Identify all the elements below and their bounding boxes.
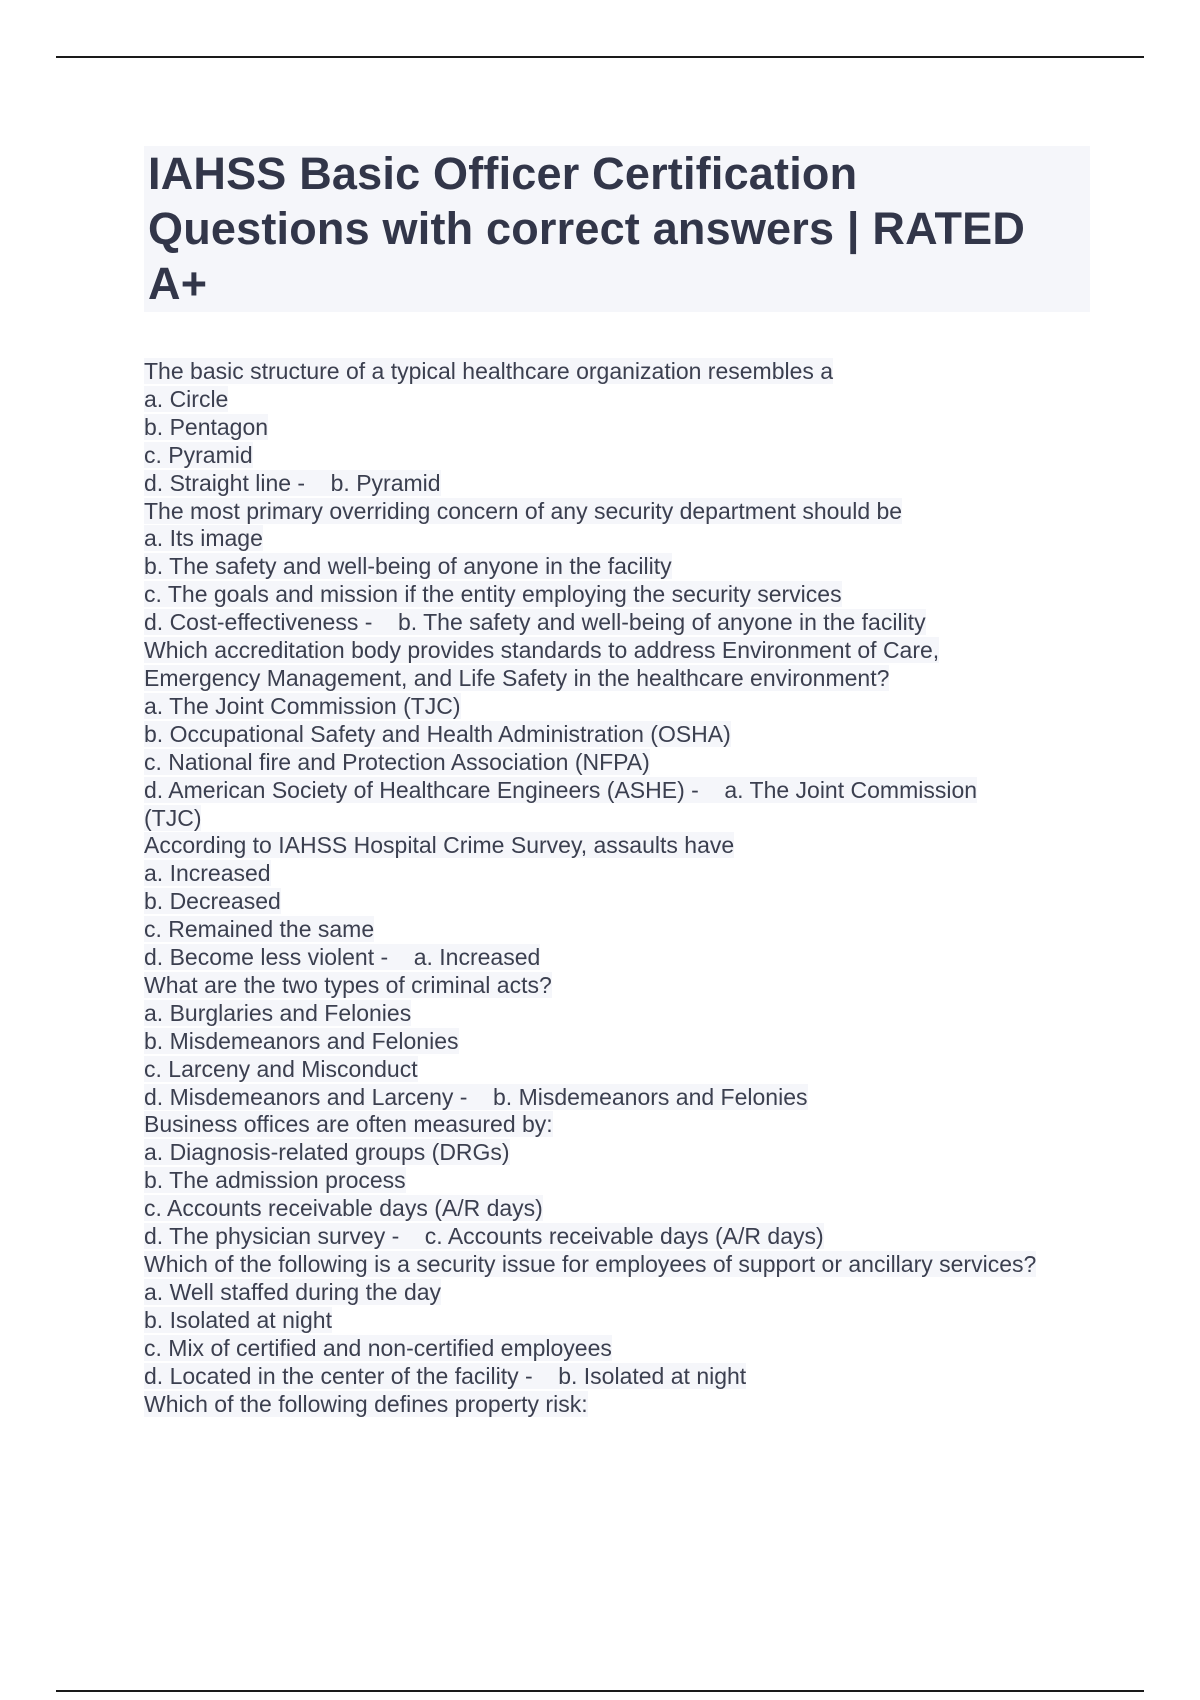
question-prompt: The most primary overriding concern of any security department should be xyxy=(144,497,903,524)
answer-option: a. Well staffed during the day xyxy=(144,1278,442,1305)
questions-list xyxy=(144,358,1094,1418)
question-prompt: Which accreditation body provides standards to address Environment of Care, xyxy=(144,637,940,664)
question-3 xyxy=(144,637,1094,832)
question-8 xyxy=(144,1391,1094,1419)
question-2 xyxy=(144,498,1094,638)
question-6 xyxy=(144,1111,1094,1251)
top-rule xyxy=(56,56,1144,58)
question-prompt: According to IAHSS Hospital Crime Survey, assaults have xyxy=(144,832,735,859)
answer-option: c. Larceny and Misconduct xyxy=(144,1055,418,1082)
question-4 xyxy=(144,832,1094,972)
answer-option: a. The Joint Commission (TJC) xyxy=(144,692,461,719)
answer-option: a. Increased xyxy=(144,860,271,887)
answer-option: a. Circle xyxy=(144,385,229,412)
answer-option: c. National fire and Protection Association (NFPA) xyxy=(144,748,650,775)
answer-option: c. Remained the same xyxy=(144,916,375,943)
answer-option: b. Pentagon xyxy=(144,413,269,440)
answer-option-with-answer: d. The physician survey - c. Accounts receivable days (A/R days) xyxy=(144,1223,824,1250)
answer-continuation: (TJC) xyxy=(144,804,202,831)
answer-option-with-answer: d. Straight line - b. Pyramid xyxy=(144,469,441,496)
answer-option: b. Misdemeanors and Felonies xyxy=(144,1027,459,1054)
answer-option: a. Its image xyxy=(144,525,263,552)
answer-option-with-answer: d. Located in the center of the facility - b. Isolated at night xyxy=(144,1362,747,1389)
question-prompt: Which of the following defines property risk: xyxy=(144,1390,588,1417)
answer-option: a. Diagnosis-related groups (DRGs) xyxy=(144,1139,510,1166)
answer-option: b. Isolated at night xyxy=(144,1306,332,1333)
title-block xyxy=(144,146,1090,312)
answer-option-with-answer: d. Misdemeanors and Larceny - b. Misdemeanors and Felonies xyxy=(144,1083,808,1110)
answer-option: b. Occupational Safety and Health Administration (OSHA) xyxy=(144,720,731,747)
question-prompt: Emergency Management, and Life Safety in the healthcare environment? xyxy=(144,664,890,691)
bottom-rule xyxy=(56,1690,1144,1692)
question-5 xyxy=(144,972,1094,1112)
answer-option-with-answer: d. Cost-effectiveness - b. The safety and well-being of anyone in the facility xyxy=(144,609,926,636)
answer-option: c. Accounts receivable days (A/R days) xyxy=(144,1195,543,1222)
answer-option: b. Decreased xyxy=(144,888,281,915)
answer-option: c. The goals and mission if the entity employing the security services xyxy=(144,581,842,608)
answer-option-with-answer: d. Become less violent - a. Increased xyxy=(144,944,541,971)
question-prompt: Business offices are often measured by: xyxy=(144,1111,553,1138)
question-7 xyxy=(144,1251,1094,1391)
answer-option: c. Pyramid xyxy=(144,441,253,468)
answer-option: b. The safety and well-being of anyone in the facility xyxy=(144,553,672,580)
answer-option: a. Burglaries and Felonies xyxy=(144,999,412,1026)
question-prompt: The basic structure of a typical healthcare organization resembles a xyxy=(144,358,834,384)
answer-option: c. Mix of certified and non-certified employees xyxy=(144,1334,612,1361)
answer-option: b. The admission process xyxy=(144,1167,406,1194)
document-title: IAHSS Basic Officer Certification Questions with correct answers | RATED A+ xyxy=(148,148,1026,309)
question-prompt: What are the two types of criminal acts? xyxy=(144,971,552,998)
question-1 xyxy=(144,358,1094,498)
answer-option-with-answer: d. American Society of Healthcare Engineers (ASHE) - a. The Joint Commission xyxy=(144,776,978,803)
question-prompt: Which of the following is a security issue for employees of support or ancillary services? xyxy=(144,1251,1037,1277)
